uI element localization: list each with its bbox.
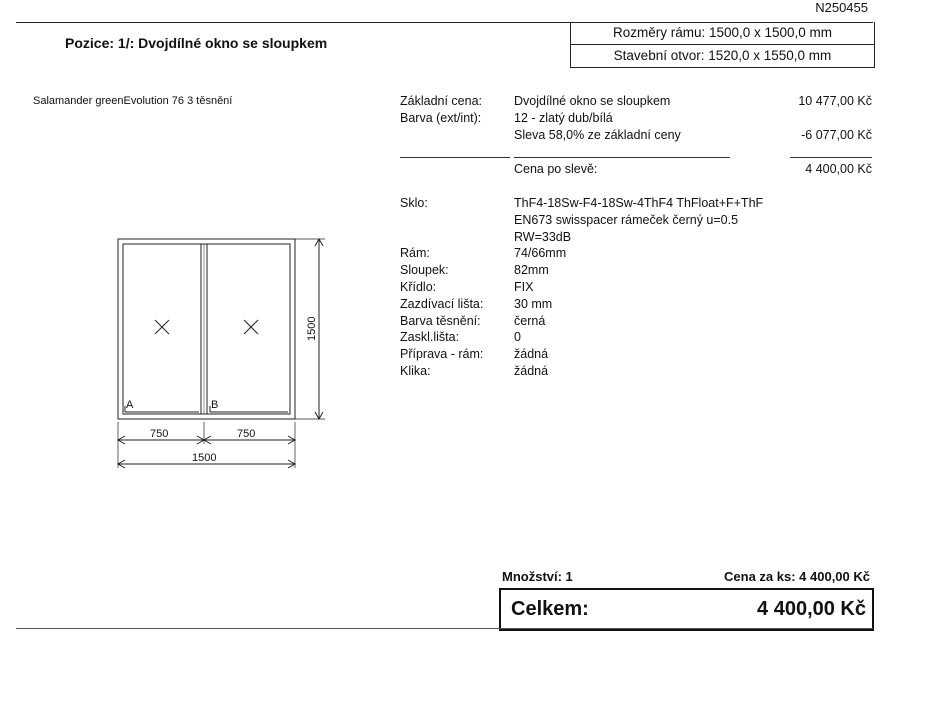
spec-label: Příprava - rám: <box>400 347 484 361</box>
total-label: Celkem: <box>511 598 589 620</box>
position-title: Pozice: 1/: Dvojdílné okno se sloupkem <box>65 35 328 51</box>
after-discount-amount: 4 400,00 Kč <box>805 162 872 176</box>
discount-amount: -6 077,00 Kč <box>801 128 872 142</box>
price-separator-mid <box>514 157 730 158</box>
spec-value: černá <box>514 314 546 328</box>
price-separator-right <box>790 157 872 158</box>
opening-dimensions: Stavební otvor: 1520,0 x 1550,0 mm <box>571 44 874 67</box>
document-number: N250455 <box>815 0 868 15</box>
footer-divider <box>16 628 873 629</box>
height-label: 1500 <box>306 316 318 341</box>
width-right-label: 750 <box>237 428 256 440</box>
spec-label: Křídlo: <box>400 280 437 294</box>
total-value: 4 400,00 Kč <box>757 598 866 620</box>
spec-value: 0 <box>514 330 521 344</box>
spec-value: 30 mm <box>514 297 553 311</box>
unit-price: Cena za ks: 4 400,00 Kč <box>724 569 870 584</box>
spec-label: Sloupek: <box>400 263 449 277</box>
window-drawing <box>100 230 340 475</box>
price-separator-left <box>400 157 510 158</box>
profile-name: Salamander greenEvolution 76 3 těsnění <box>33 95 233 107</box>
spec-label: Barva těsnění: <box>400 314 481 328</box>
spec-value: ThF4-18Sw-F4-18Sw-4ThF4 ThFloat+F+ThF <box>514 196 764 210</box>
dimensions-box <box>570 22 875 68</box>
discount-desc: Sleva 58,0% ze základní ceny <box>514 128 681 142</box>
fixed-mark-right <box>244 320 258 334</box>
spec-label: Zazdívací lišta: <box>400 297 484 311</box>
spec-label: Sklo: <box>400 196 428 210</box>
fixed-mark-left <box>155 320 169 334</box>
spec-value: 74/66mm <box>514 246 567 260</box>
spec-value: EN673 swisspacer rámeček černý u=0.5 <box>514 213 739 227</box>
spec-label: Zaskl.lišta: <box>400 330 460 344</box>
spec-label: Rám: <box>400 246 430 260</box>
total-box <box>499 588 874 631</box>
frame-dimensions: Rozměry rámu: 1500,0 x 1500,0 mm <box>612 25 833 40</box>
sash-label-b: B <box>211 399 219 411</box>
spec-value: RW=33dB <box>514 230 572 244</box>
width-left-label: 750 <box>150 428 169 440</box>
quantity: Množství: 1 <box>502 569 573 584</box>
color-label: Barva (ext/int): <box>400 111 482 125</box>
after-discount-label: Cena po slevě: <box>514 162 598 176</box>
color-value: 12 - zlatý dub/bílá <box>514 111 613 125</box>
spec-value: žádná <box>514 347 549 361</box>
base-price-desc: Dvojdílné okno se sloupkem <box>514 94 671 108</box>
spec-value: žádná <box>514 364 549 378</box>
spec-value: 82mm <box>514 263 549 277</box>
sash-label-a: A <box>126 399 134 411</box>
spec-value: FIX <box>514 280 534 294</box>
spec-label: Klika: <box>400 364 431 378</box>
base-price-amount: 10 477,00 Kč <box>798 94 872 108</box>
base-price-label: Základní cena: <box>400 94 482 108</box>
width-total-label: 1500 <box>192 452 217 464</box>
